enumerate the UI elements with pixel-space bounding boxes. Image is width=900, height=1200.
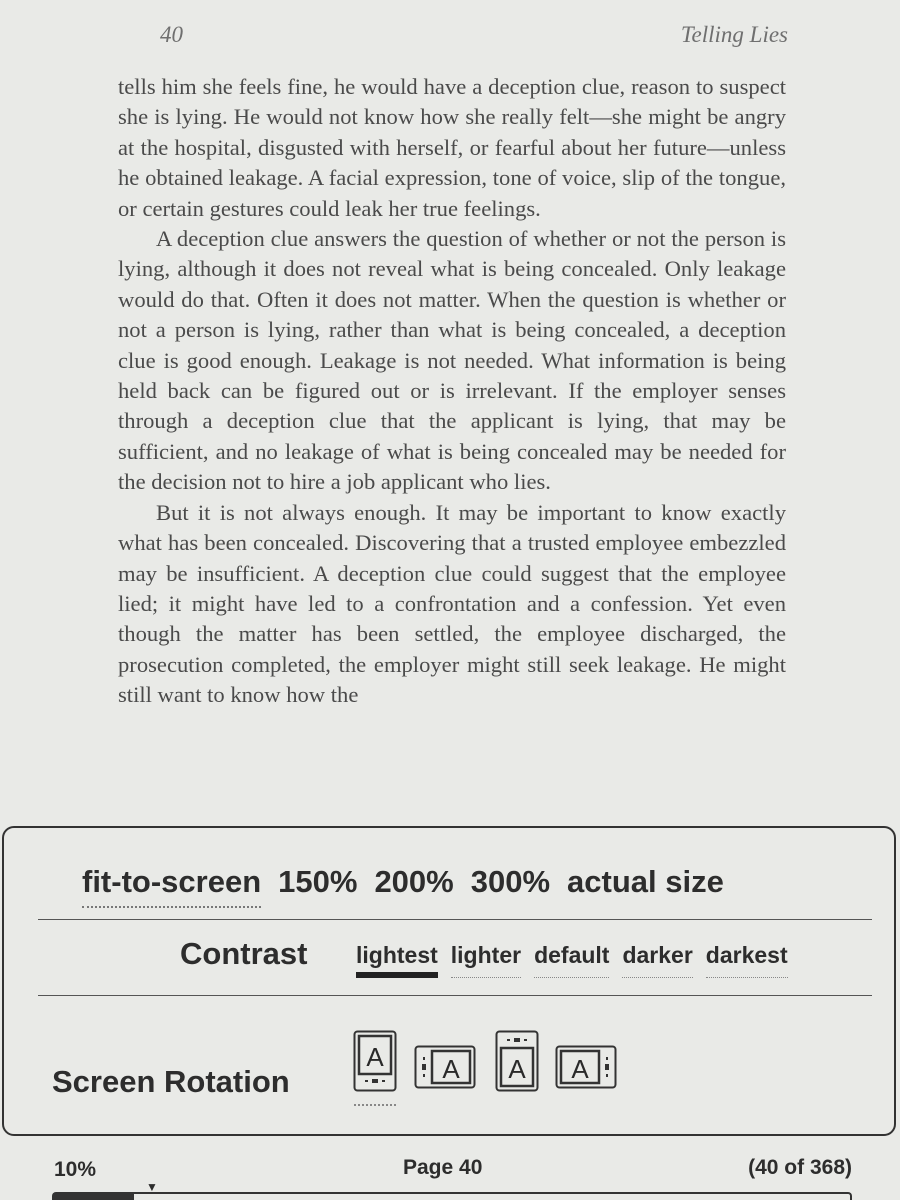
- paragraph: A deception clue answers the question of whether or not the person is lying, although it does not reveal what is being concealed. Only leakage would do that. Often it does not matter. When the question is whether or not a person is lying, rather than what is being concealed, a deception clue is good enough. Leakage is not needed. What information is being held back can be figured out or is irrelevant. If the employer senses through a deception clue that the applicant is lying, that may be sufficient, and no leakage of what is being concealed may be needed for the decision not to hire a job applicant who lies.: [118, 226, 786, 495]
- zoom-300[interactable]: 300%: [470, 864, 551, 899]
- running-title: Telling Lies: [680, 22, 788, 47]
- book-text: [118, 72, 786, 711]
- svg-text:A: A: [442, 1054, 460, 1084]
- contrast-lighter[interactable]: lighter: [451, 942, 521, 978]
- progress-bar[interactable]: [52, 1192, 852, 1200]
- progress-percent: 10%: [54, 1158, 97, 1181]
- position-marker-icon: ▼: [146, 1180, 158, 1194]
- progress-bar-fill: [54, 1194, 134, 1200]
- rotation-portrait-inverted-icon[interactable]: [495, 1030, 539, 1092]
- contrast-darkest[interactable]: darkest: [706, 942, 788, 978]
- zoom-options: [82, 864, 724, 908]
- location-count: (40 of 368): [748, 1156, 852, 1179]
- svg-text:A: A: [366, 1042, 384, 1072]
- zoom-actual-size[interactable]: actual size: [567, 864, 724, 899]
- paragraph: But it is not always enough. It may be important to know exactly what has been concealed. Discovering that a trusted employee embezzled may be insufficient. A deception clue could suggest that the employee lied; it might have led to a confrontation and a confession. Yet even though the matter has been settled, the employee discharged, the prosecution completed, the employer might still seek leakage. He might still want to know how the: [118, 499, 786, 708]
- contrast-options: [356, 942, 788, 978]
- zoom-fit-to-screen[interactable]: fit-to-screen: [82, 864, 261, 908]
- rotation-selected-indicator: [354, 1104, 396, 1106]
- paragraph: tells him she feels fine, he would have a deception clue, reason to suspect she is lying. He would not know how she really felt—she might be angry at the hospital, disgusted with herself, or fearful about her future—unless he obtained leakage. A facial expression, tone of voice, slip of the tongue, or certain gestures could leak her true feelings.: [118, 74, 786, 221]
- contrast-label: Contrast: [180, 936, 308, 971]
- divider: [38, 919, 872, 920]
- rotation-portrait-icon[interactable]: [353, 1030, 397, 1092]
- contrast-lightest[interactable]: lightest: [356, 942, 438, 978]
- contrast-darker[interactable]: darker: [622, 942, 692, 978]
- rotation-landscape-left-icon[interactable]: [555, 1045, 617, 1089]
- page-number: 40: [160, 22, 183, 47]
- running-head: [0, 22, 900, 54]
- divider: [38, 995, 872, 996]
- status-bar: [0, 1152, 900, 1192]
- zoom-150[interactable]: 150%: [278, 864, 358, 899]
- rotation-landscape-right-icon[interactable]: [414, 1045, 476, 1089]
- svg-text:A: A: [508, 1054, 526, 1084]
- display-settings-panel: [2, 826, 896, 1136]
- zoom-200[interactable]: 200%: [374, 864, 454, 899]
- page-label: Page 40: [403, 1156, 483, 1179]
- screen-rotation-label: Screen Rotation: [52, 1064, 290, 1099]
- svg-text:A: A: [571, 1054, 589, 1084]
- contrast-default[interactable]: default: [534, 942, 609, 978]
